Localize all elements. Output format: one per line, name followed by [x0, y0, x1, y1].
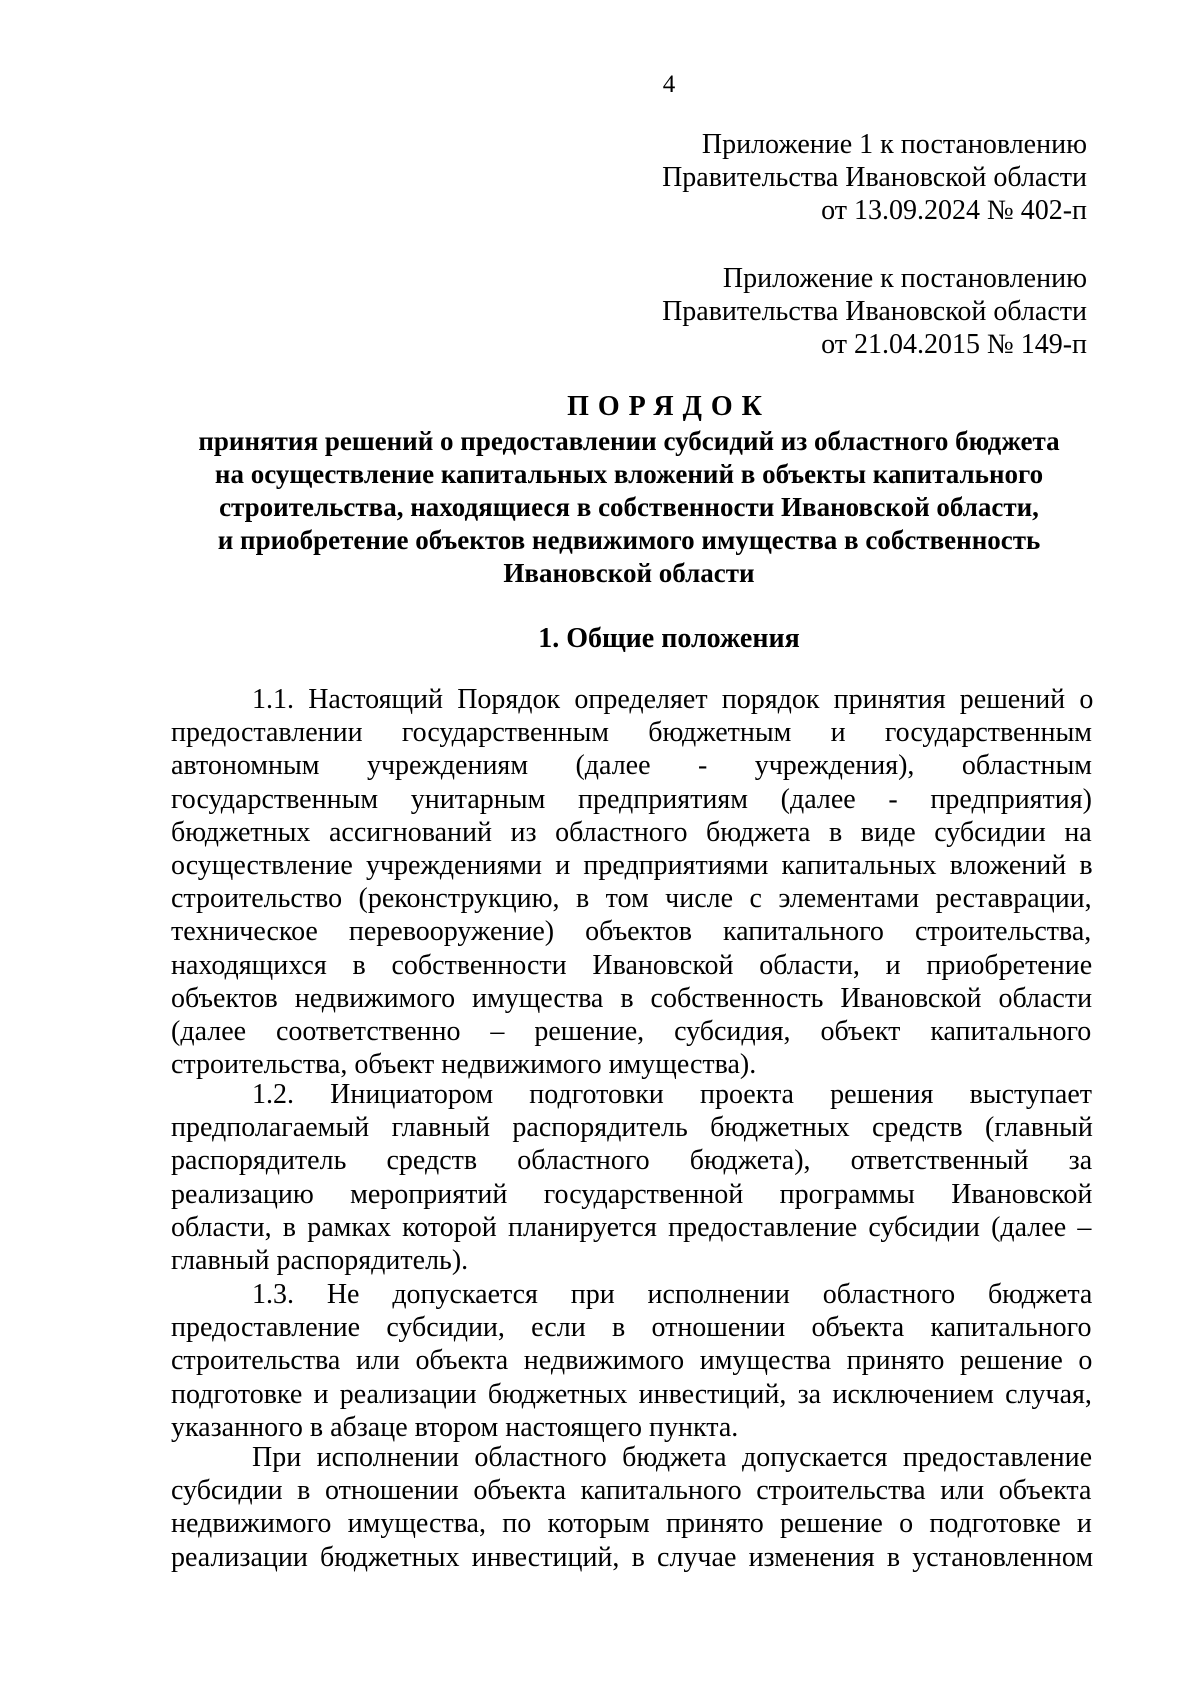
paragraph-line: бюджетных ассигнований из областного бюджета в виде субсидии на — [171, 816, 1092, 848]
paragraph-line: находящихся в собственности Ивановской области, и приобретение — [171, 949, 1093, 981]
section-heading: 1. Общие положения — [538, 623, 800, 654]
paragraph-line: области, в рамках которой планируется предоставление субсидии (далее – — [171, 1211, 1092, 1243]
appendix-current-line-3: от 13.09.2024 № 402-п — [821, 195, 1087, 226]
paragraph-line: реализации бюджетных инвестиций, в случае изменения в установленном — [171, 1541, 1094, 1573]
paragraph-line: строительство (реконструкцию, в том числе с элементами реставрации, — [171, 883, 1092, 915]
appendix-current-line-1: Приложение 1 к постановлению — [701, 129, 1087, 160]
paragraph-1-3 — [171, 1278, 1092, 1444]
paragraph-line: 1.2. Инициатором подготовки проекта решения выступает — [252, 1079, 1092, 1110]
appendix-original-line-3: от 21.04.2015 № 149-п — [821, 329, 1087, 360]
paragraph-line: объектов недвижимого имущества в собственность Ивановской области — [171, 982, 1093, 1014]
paragraph-line: подготовке и реализации бюджетных инвестиций, за исключением случая, — [171, 1378, 1092, 1410]
paragraph-1-1 — [171, 683, 1092, 1081]
subtitle-line: строительства, находящиеся в собственности Ивановской области, — [219, 492, 1039, 522]
paragraph-line: указанного в абзаце втором настоящего пункта. — [171, 1411, 739, 1443]
paragraph-line: осуществление учреждениями и предприятиями капитальных вложений в — [171, 850, 1093, 882]
paragraph-line: главный распорядитель). — [171, 1245, 469, 1277]
appendix-original-line-1: Приложение к постановлению — [722, 263, 1087, 294]
paragraph-line: 1.3. Не допускается при исполнении областного бюджета — [252, 1279, 1093, 1310]
page-number: 4 — [662, 71, 676, 98]
paragraph-line: строительства или объекта недвижимого имущества принято решение о — [171, 1345, 1093, 1377]
paragraph-line: недвижимого имущества, по которым принято решение о подготовке и — [171, 1508, 1092, 1540]
subtitle-line: Ивановской области — [503, 558, 755, 588]
paragraph-line: При исполнении областного бюджета допускается предоставление — [252, 1442, 1092, 1473]
appendix-current-line-2: Правительства Ивановской области — [662, 162, 1087, 193]
appendix-current-header — [662, 128, 1087, 227]
paragraph-line: предоставление субсидии, если в отношении объекта капитального — [171, 1312, 1092, 1344]
paragraph-line: субсидии в отношении объекта капитального строительства или объекта — [171, 1475, 1092, 1507]
paragraph-line: реализацию мероприятий государственной программы Ивановской — [171, 1178, 1093, 1210]
paragraph-line: автономным учреждениям (далее - учреждения), областным — [171, 750, 1092, 782]
paragraph-line: (далее соответственно – решение, субсидия, объект капитального — [171, 1016, 1092, 1048]
paragraph-line: предоставлении государственным бюджетным и государственным — [171, 717, 1092, 749]
paragraph-1-2 — [171, 1078, 1092, 1277]
document-subtitle — [160, 425, 1098, 590]
appendix-original-line-2: Правительства Ивановской области — [662, 296, 1087, 327]
paragraph-line: государственным унитарным предприятиям (далее - предприятия) — [171, 783, 1092, 815]
paragraph-line: предполагаемый главный распорядитель бюджетных средств (главный — [171, 1112, 1093, 1144]
paragraph-line: техническое перевооружение) объектов капитального строительства, — [171, 916, 1092, 948]
paragraph-line: 1.1. Настоящий Порядок определяет порядок принятия решений о — [252, 684, 1094, 715]
document-title: ПОРЯДОК — [567, 391, 771, 422]
paragraph-line: строительства, объект недвижимого имущества). — [171, 1049, 757, 1081]
paragraph-line: распорядитель средств областного бюджета), ответственный за — [171, 1145, 1093, 1177]
paragraph-1-3-second — [171, 1441, 1092, 1574]
appendix-original-header — [662, 262, 1087, 361]
subtitle-line: и приобретение объектов недвижимого имущества в собственность — [217, 525, 1041, 555]
subtitle-line: на осуществление капитальных вложений в объекты капитального — [214, 459, 1044, 489]
subtitle-line: принятия решений о предоставлении субсидий из областного бюджета — [198, 426, 1060, 456]
